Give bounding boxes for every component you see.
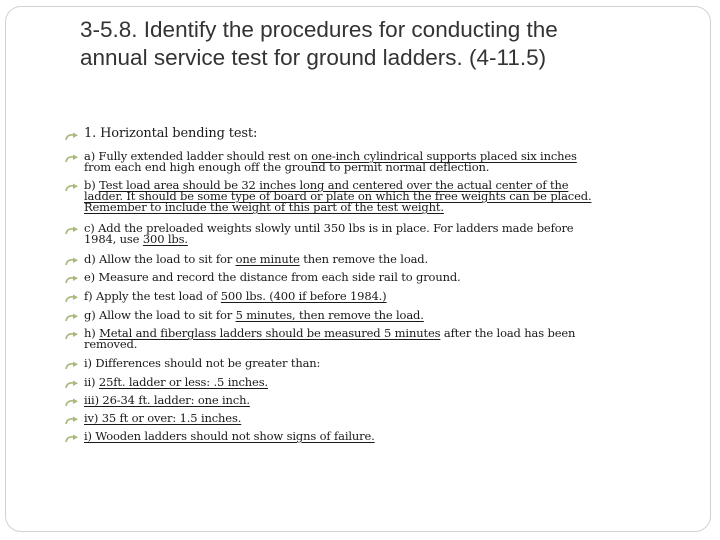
- text-segment: c) Add the preloaded weights slowly until 350 lbs is in place. For ladders made before: [84, 221, 574, 235]
- curved-arrow-bullet-icon: [65, 313, 79, 323]
- underlined-text: one-inch cylindrical supports placed six inches: [311, 149, 577, 163]
- curved-arrow-bullet-icon: [65, 275, 79, 285]
- curved-arrow-bullet-icon: [65, 416, 79, 426]
- item-text-line: [84, 291, 669, 302]
- item-text-line: [84, 377, 669, 388]
- text-segment: b): [84, 178, 100, 192]
- underlined-text: 5 minutes, then remove the load.: [235, 308, 424, 322]
- item-text-line: [84, 310, 669, 321]
- curved-arrow-bullet-icon: [65, 331, 79, 341]
- underlined-text: Test load area should be 32 inches long and centered over the actual center of the: [99, 178, 569, 192]
- text-segment: 1984, use: [84, 232, 143, 246]
- underlined-text: iv) 35 ft or over: 1.5 inches.: [84, 411, 242, 425]
- underlined-text: 300 lbs.: [142, 232, 188, 246]
- text-segment: e) Measure and record the distance from each side rail to ground.: [84, 270, 461, 284]
- text-segment: a) Fully extended ladder should rest on: [84, 149, 312, 163]
- item-text-line: [84, 162, 669, 173]
- text-segment: d) Allow the load to sit for: [84, 252, 236, 266]
- underlined-text: Remember to include the weight of this part of the test weight.: [84, 200, 444, 214]
- curved-arrow-bullet-icon: [65, 398, 79, 408]
- text-segment: h): [84, 326, 100, 340]
- text-segment: 1. Horizontal bending test:: [84, 126, 258, 141]
- item-text-line: [84, 234, 669, 245]
- underlined-text: one minute: [235, 252, 300, 266]
- text-segment: i) Differences should not be greater than:: [84, 356, 321, 370]
- underlined-text: 25ft. ladder or less: .5 inches.: [98, 375, 268, 389]
- underlined-text: 500 lbs. (400 if before 1984.): [220, 289, 387, 303]
- item-text-line: [84, 395, 669, 406]
- underlined-text: iii) 26-34 ft. ladder: one inch.: [84, 393, 250, 407]
- item-text-line: [84, 339, 669, 350]
- title-line-1: 3-5.8. Identify the procedures for conducting the: [80, 17, 558, 42]
- item-text-line: [84, 328, 669, 339]
- item-text-line: [84, 431, 669, 442]
- curved-arrow-bullet-icon: [65, 434, 79, 444]
- item-text-line: [84, 358, 669, 369]
- curved-arrow-bullet-icon: [65, 154, 79, 164]
- title-line-2: annual service test for ground ladders. (4-11.5): [80, 45, 547, 70]
- item-text-line: [84, 127, 669, 141]
- text-segment: ii): [84, 375, 99, 389]
- curved-arrow-bullet-icon: [65, 361, 79, 371]
- text-segment: g) Allow the load to sit for: [84, 308, 236, 322]
- curved-arrow-bullet-icon: [65, 226, 79, 236]
- underlined-text: ladder. It should be some type of board or plate on which the free weights can be placed.: [84, 189, 592, 203]
- curved-arrow-bullet-icon: [65, 183, 79, 193]
- underlined-text: i) Wooden ladders should not show signs of failure.: [84, 429, 375, 443]
- item-text-line: [84, 272, 669, 283]
- curved-arrow-bullet-icon: [65, 257, 79, 267]
- text-segment: then remove the load.: [299, 252, 429, 266]
- curved-arrow-bullet-icon: [65, 132, 79, 142]
- item-text-line: [84, 202, 669, 213]
- item-text-line: [84, 254, 669, 265]
- item-text-line: [84, 413, 669, 424]
- text-segment: f) Apply the test load of: [84, 289, 221, 303]
- curved-arrow-bullet-icon: [65, 294, 79, 304]
- text-segment: from each end high enough off the ground to permit normal deflection.: [84, 160, 490, 174]
- text-segment: after the load has been: [440, 326, 576, 340]
- curved-arrow-bullet-icon: [65, 380, 79, 390]
- underlined-text: Metal and fiberglass ladders should be measured 5 minutes: [99, 326, 441, 340]
- text-segment: removed.: [84, 337, 138, 351]
